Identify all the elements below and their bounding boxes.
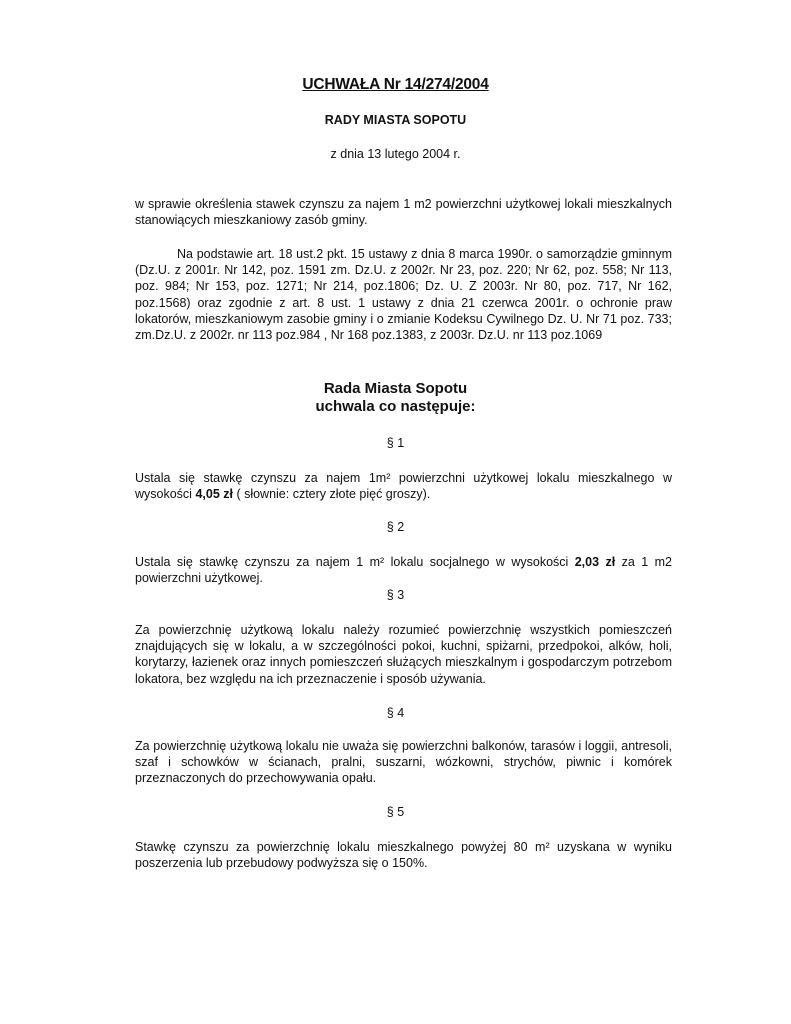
section-4-label: § 4 <box>386 706 405 720</box>
resolve-heading <box>0 380 791 416</box>
resolution-date: z dnia 13 lutego 2004 r. <box>330 147 461 161</box>
section-5-text: Stawkę czynszu za powierzchnię lokalu mieszkalnego powyżej 80 m² uzyskana w wyniku poszerzenia lub przebudowy podwyższa się o 150%. <box>135 840 672 871</box>
section-1-text <box>135 470 672 502</box>
section-2-text <box>135 554 672 586</box>
section-1-rate: 4,05 zł <box>195 487 233 502</box>
section-1-text-after: ( słownie: cztery złote pięć groszy). <box>232 487 431 502</box>
section-4-text: Za powierzchnię użytkową lokalu nie uważa się powierzchni balkonów, tarasów i loggii, antresoli, szaf i schowków w ścianach, pralni, suszarni, wózkowni, strychów, piwnic i komórek przeznaczonych do przechowywania opału. <box>135 739 672 786</box>
resolve-heading-line-1: Rada Miasta Sopotu <box>323 380 468 397</box>
section-2-rate: 2,03 zł <box>574 555 616 569</box>
section-3-text: Za powierzchnię użytkową lokalu należy rozumieć powierzchnię wszystkich pomieszczeń znajdujących się w lokalu, a w szczególności pokoi, kuchni, spiżarni, przedpokoi, alków, holi, korytarzy, łazienek oraz innych pomieszczeń służących mieszkalnym i gospodarczym potrzebom lokatora, bez względu na ich przeznaczenie i sposób używania. <box>135 623 672 686</box>
council-name: RADY MIASTA SOPOTU <box>324 113 467 127</box>
section-3-label: § 3 <box>386 588 405 602</box>
section-2-text-after: za 1 m2 powierzchni użytkowej. <box>135 555 673 586</box>
section-1-label: § 1 <box>386 436 405 450</box>
resolution-subject: w sprawie określenia stawek czynszu za najem 1 m2 powierzchni użytkowej lokali mieszkalnych stanowiących mieszkaniowy zasób gminy. <box>135 197 672 228</box>
section-5-label: § 5 <box>386 805 405 819</box>
resolution-title: UCHWAŁA Nr 14/274/2004 <box>302 76 489 93</box>
resolve-heading-line-2: uchwala co następuje: <box>315 398 476 415</box>
legal-basis: Na podstawie art. 18 ust.2 pkt. 15 ustawy z dnia 8 marca 1990r. o samorządzie gminnym (Dz.U. z 2001r. Nr 142, poz. 1591 zm. Dz.U. z 2002r. Nr 23, poz. 220; Nr 62, poz. 558; Nr 113, poz. 984; Nr 153, poz. 1271; Nr 214, poz.1806; Dz. U. Z 2003r. Nr 80, poz. 717, Nr 162, poz.1568) oraz zgodnie z art. 8 ust. 1 ustawy z dnia 21 czerwca 2001r. o ochronie praw lokatorów, mieszkaniowym zasobie gminy i o zmianie Kodeksu Cywilnego Dz. U. Nr 71 poz. 733; zm.Dz.U. z 2002r. nr 113 poz.984 , Nr 168 poz.1383, z 2003r. Dz.U. nr 113 poz.1069 <box>135 247 672 343</box>
section-2-text-before: Ustala się stawkę czynszu za najem 1 m² lokalu socjalnego w wysokości <box>135 555 575 569</box>
section-2-label: § 2 <box>386 520 405 534</box>
section-1-text-before: Ustala się stawkę czynszu za najem 1m² powierzchni użytkowej lokalu mieszkalnego w wysokości <box>135 471 672 502</box>
